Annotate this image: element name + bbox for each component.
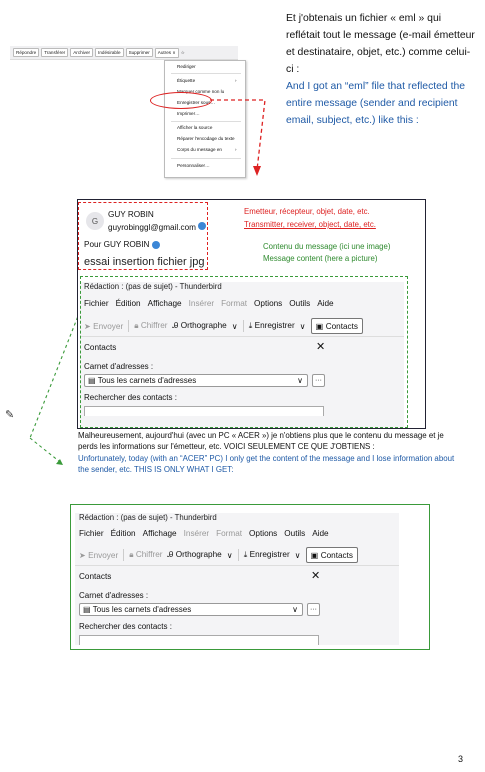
menu-view[interactable]: Affichage <box>147 299 182 308</box>
chevron-down-icon[interactable]: ∨ <box>231 322 238 331</box>
menu-view[interactable]: Affichage <box>142 529 177 538</box>
menu-format[interactable]: Format <box>221 299 248 308</box>
contacts-panel-title: Contacts <box>79 572 112 581</box>
menu-help[interactable]: Aide <box>317 299 334 308</box>
page-number: 3 <box>457 754 463 764</box>
menu-options[interactable]: Options <box>249 529 278 538</box>
intro-french: Et j'obtenais un fichier « eml » qui reflétait tout le message (e-mail émetteur et destinataire, objet, etc.) comme celui-ci : <box>286 13 475 75</box>
search-contacts-label: Rechercher des contacts : <box>84 393 177 402</box>
menu-file[interactable]: Fichier <box>79 529 104 538</box>
save-button[interactable]: ⤓ Enregistrer <box>248 321 295 330</box>
menu-item-customize[interactable]: Personnaliser… <box>177 163 210 168</box>
encrypt-button[interactable]: 🔒︎ Chiffrer <box>134 321 168 330</box>
address-book-icon: ▤ <box>83 605 93 614</box>
close-icon[interactable]: ✕ <box>316 341 326 353</box>
header-highlight-box <box>78 202 208 270</box>
send-button[interactable]: ➤ Envoyer <box>79 551 119 560</box>
search-contacts-input[interactable] <box>79 635 319 645</box>
junk-button[interactable]: Indésirable <box>95 48 123 57</box>
contacts-panel-title: Contacts <box>84 343 117 352</box>
eml-content-only-screenshot <box>70 504 430 650</box>
close-icon[interactable]: ✕ <box>311 570 321 582</box>
menu-options[interactable]: Options <box>254 299 283 308</box>
menu-insert[interactable]: Insérer <box>188 299 215 308</box>
send-button[interactable]: ➤ Envoyer <box>84 322 124 331</box>
annotation-content-fr: Contenu du message (ici une image) <box>263 242 391 251</box>
address-book-icon: ▤ <box>88 376 98 385</box>
problem-text-block <box>78 430 463 476</box>
menu-item-tag[interactable]: Étiquette <box>177 78 196 83</box>
chevron-down-icon: ∨ <box>297 376 303 385</box>
chevron-right-icon: › <box>235 78 237 83</box>
message-subject: essai insertion fichier jpg <box>84 256 205 268</box>
eml-full-message-screenshot <box>77 199 426 429</box>
window-title: Rédaction : (pas de sujet) - Thunderbird <box>84 282 222 291</box>
menu-tools[interactable]: Outils <box>289 299 311 308</box>
menu-item-redirect[interactable]: Rediriger <box>177 64 196 69</box>
chevron-down-icon[interactable]: ∨ <box>226 551 233 560</box>
sender-name[interactable]: GUY ROBIN <box>108 210 154 219</box>
intro-english: And I got an “eml” file that reflected the entire message (sender and recipient email, subject, etc.) like this : <box>286 81 466 126</box>
menu-item-print[interactable]: Imprimer… <box>177 111 200 116</box>
menu-insert[interactable]: Insérer <box>183 529 210 538</box>
more-options-button[interactable]: ··· <box>312 374 325 387</box>
menu-edit[interactable]: Édition <box>115 299 141 308</box>
sender-email[interactable]: guyrobinggl@gmail.com <box>108 223 196 232</box>
compose-toolbar <box>79 547 358 563</box>
contacts-button[interactable]: ▣ Contacts <box>306 547 358 563</box>
menu-format[interactable]: Format <box>216 529 243 538</box>
star-icon[interactable]: ☆ <box>180 49 185 55</box>
intro-text-block <box>286 10 476 129</box>
annotation-header-fr: Emetteur, récepteur, objet, date, etc. <box>244 207 370 216</box>
address-book-select[interactable]: ▤ Tous les carnets d'adresses ∨ <box>84 374 308 387</box>
more-button[interactable]: Autres ∨ <box>155 48 179 58</box>
save-button[interactable]: ⤓ Enregistrer <box>243 550 290 559</box>
window-title: Rédaction : (pas de sujet) - Thunderbird <box>79 513 217 522</box>
chevron-right-icon: › <box>235 147 237 152</box>
chevron-down-icon[interactable]: ∨ <box>294 551 301 560</box>
menu-item-mark-unread[interactable]: Marquer comme non lu <box>177 89 225 94</box>
problem-french: Malheureusement, aujourd'hui (avec un PC « ACER ») je n'obtiens plus que le contenu du message et je perds les informations sur l'émetteur, etc. VOICI SEULEMENT CE QUE J'OBTIENS : <box>78 431 444 452</box>
menu-item-save-as[interactable]: Enregistrer sous… <box>177 100 216 105</box>
menu-help[interactable]: Aide <box>312 529 329 538</box>
content-highlight-box <box>80 276 408 428</box>
spelling-button[interactable]: Ꭿ Orthographe <box>167 550 222 559</box>
encrypt-button[interactable]: 🔒︎ Chiffrer <box>129 550 163 559</box>
menu-item-repair-encoding[interactable]: Réparer l'encodage du texte <box>177 136 235 141</box>
menu-tools[interactable]: Outils <box>284 529 306 538</box>
chevron-down-icon[interactable]: ∨ <box>299 322 306 331</box>
annotation-header-en: Transmitter, receiver, object, date, etc. <box>244 220 376 229</box>
menu-item-body-as[interactable]: Corps du message en <box>177 147 222 152</box>
chevron-down-icon: ∨ <box>292 605 298 614</box>
problem-english: Unfortunately, today (with an “ACER” PC) I only get the content of the message and I lose information about the sender, etc. THIS IS ONLY WHAT I GET: <box>78 453 455 475</box>
address-books-label: Carnet d'adresses : <box>84 362 154 371</box>
reply-button[interactable]: Répondre <box>13 48 39 57</box>
forward-button[interactable]: Transférer <box>41 48 68 57</box>
menu-edit[interactable]: Édition <box>110 529 136 538</box>
delete-button[interactable]: Supprimer <box>126 48 153 57</box>
recipient-label: Pour <box>84 240 102 249</box>
address-books-label: Carnet d'adresses : <box>79 591 149 600</box>
search-contacts-label: Rechercher des contacts : <box>79 622 172 631</box>
spelling-button[interactable]: Ꭿ Orthographe <box>172 321 227 330</box>
menu-bar <box>79 529 329 538</box>
more-options-button[interactable]: ··· <box>307 603 320 616</box>
menu-file[interactable]: Fichier <box>84 299 109 308</box>
contacts-button[interactable]: ▣ Contacts <box>311 318 363 334</box>
archive-button[interactable]: Archiver <box>70 48 93 57</box>
compose-window <box>75 513 399 645</box>
address-book-select[interactable]: ▤ Tous les carnets d'adresses ∨ <box>79 603 303 616</box>
annotation-content-en: Message content (here a picture) <box>263 254 378 263</box>
menu-item-view-source[interactable]: Afficher la source <box>177 125 213 130</box>
recipient-name[interactable]: GUY ROBIN <box>103 240 150 249</box>
avatar: G <box>86 212 104 230</box>
pin-icon: ✎ <box>5 409 15 421</box>
